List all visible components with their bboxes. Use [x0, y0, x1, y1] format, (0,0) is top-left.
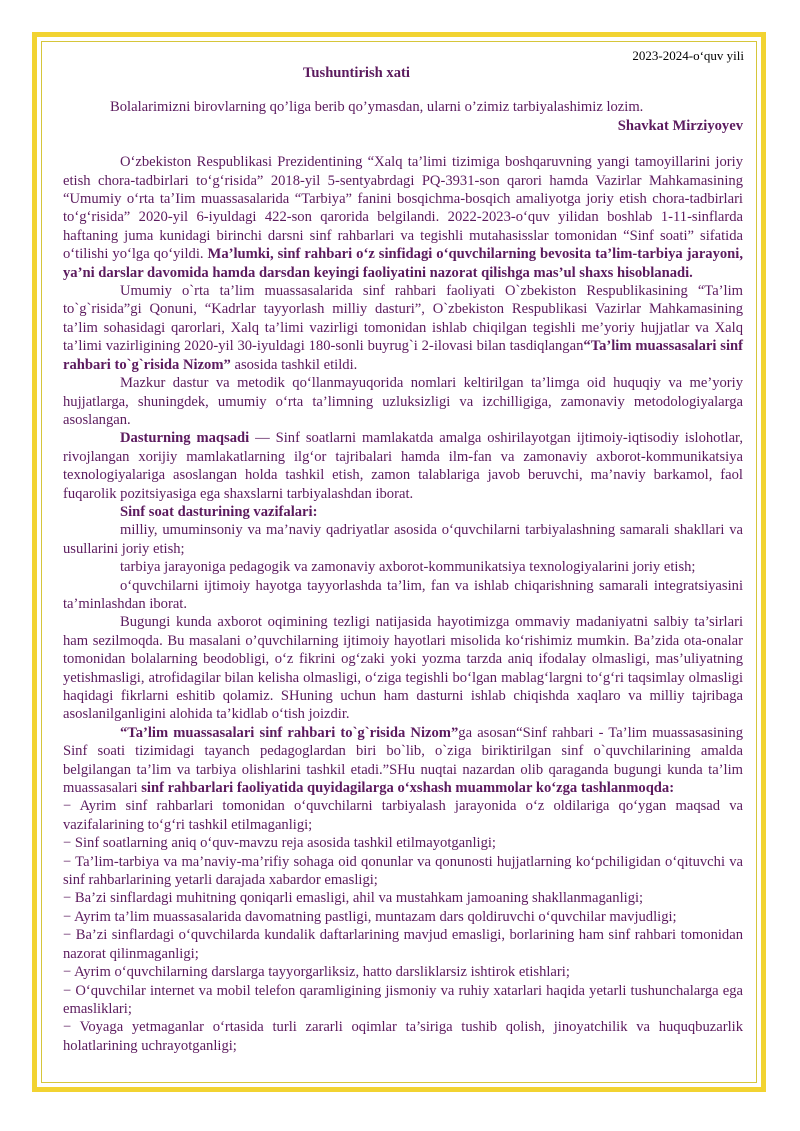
academic-year: 2023-2024-o‘quv yili: [632, 48, 744, 63]
epigraph-quote: Bolalarimizni birovlarning qo’liga berib qo’ymasdan, ularni o’zimiz tarbiyalashimiz lozim.: [110, 99, 644, 116]
document-title: Tushuntirish xati: [303, 65, 410, 81]
paragraph-problems-text: ga asosan“Sinf rahbari - Ta’lim muassasasining Sinf soati tizimidagi tayanch pedagoglardan biri bo`lib, o`ziga biriktirilgan sinf o`quvchilarining amalda belgilangan ta’lim va tarbiya olishlarini tashkil etadi.”SHu nuqtai nazardan olib qaraganda bugungi kunda ta’lim muassasalari: [63, 724, 743, 797]
task-item: tarbiya jarayoniga pedagogik va zamonaviy axborot-kommunikatsiya texnologiyalarini joriy etish;: [120, 559, 696, 576]
problem-item: − Ba’zi sinflardagi muhitning qoniqarli emasligi, ahil va mustahkam jamoaning shakllanmaganligi;: [63, 890, 644, 907]
paragraph-legal-basis-bold: “Ta’lim muassasalari sinf rahbari to`g`risida Nizom”: [63, 338, 743, 373]
problem-item: − O‘quvchilar internet va mobil telefon qaramligining jismoniy va ruhiy xatarlari haqida yetarli tushunchalarga ega emasliklari;: [63, 982, 743, 1017]
problem-item: − Ayrim o‘quvchilarning darslarga tayyorgarliksiz, hatto darsliklarsiz ishtirok etishlari;: [63, 964, 570, 981]
document-body: [63, 44, 743, 1055]
paragraph-intro: [63, 153, 743, 282]
paragraph-legal-basis-tail: asosida tashkil etildi.: [230, 356, 358, 373]
paragraph-methodology: Mazkur dastur va metodik qo‘llanmayuqorida nomlari keltirilgan ta’limga oid huquqiy va me’yoriy hujjatlarga, shuningdek, umumiy o‘rta ta’limning uzluksizligi va izchilligiga, zamonaviy metodologiyalarga asoslangan.: [63, 375, 743, 428]
paragraph-context: Bugungi kunda axborot oqimining tezligi natijasida hayotimizga ommaviy madaniyatni salbiy ta’sirlari ham sezilmoqda. Bu masalani o’quvchilarning ijtimoiy hayotlari misolida ko‘rishimiz mumkin. Ba’zida ota-onalar tomonidan bolalarning beodobligi, o‘z fikrini og‘zaki yoki yozma tarzda aniq ifodalay olmasligi, mas’uliyatning yetishmasligi, atrofidagilar bilan kelisha olmasligi, o‘ziga tegishli bo‘lgan mablag‘largni to‘g‘ri taqsimlay olmasligi haqidagi fikrlarni eshitib qolamiz. SHuning uchun ham dasturni ishlab chiqishda xaqlaro va milliy tajribaga asoslanilganligini alohida ta’kidlab o‘tish joizdir.: [63, 614, 743, 723]
problem-item: − Ba’zi sinflardagi o‘quvchilarda kundalik daftarlarining mavjud emasligi, borlarining ham sinf rahbari tomonidan nazorat qilinmaganligi;: [63, 927, 743, 962]
paragraph-goal: [63, 429, 743, 503]
paragraph-legal-basis: [63, 282, 743, 374]
problem-item: − Voyaga yetmaganlar o‘rtasida turli zararli oqimlar ta’siriga tushib qolish, jinoyatchilik va huquqbuzarlik holatlarining uchrayotganligi;: [63, 1019, 743, 1054]
tasks-heading: Sinf soat dasturining vazifalari:: [120, 503, 318, 520]
goal-heading: Dasturning maqsadi: [120, 430, 250, 447]
regulation-name: “Ta’lim muassasalari sinf rahbari to`g`risida Nizom”: [120, 724, 459, 741]
problem-item: − Ta’lim-tarbiya va ma’naviy-ma’rifiy sohaga oid qonunlar va qonunosti hujjatlarning ko‘pchiligidan o‘qituvchi va sinf rahbarlarining yetarli darajada xabardor emasligi;: [63, 853, 743, 889]
paragraph-legal-basis-text: Umumiy o`rta ta’lim muassasalarida sinf rahbari faoliyati O`zbekiston Respublikasining “Ta’lim to`g`risida”gi Qonuni, “Kadrlar tayyorlash milliy dasturi”, O`zbekiston Respublikasi Vazirlar Mahkamasining ta’lim sohasidagi qarorlari, Xalq ta’limi vazirligi tomonidan ishlab chiqilgan tegishli me’yoriy hujjatlar va Xalq ta’limi vazirligining 2020-yil 30-iyuldagi 180-sonli buyrug`i 2-ilovasi bilan tasdiqlangan: [63, 283, 743, 355]
goal-text: — Sinf soatlarni mamlakatda amalga oshirilayotgan ijtimoiy-iqtisodiy islohotlar, rivojlangan xorijiy mamlakatlarning ilg‘or tajribalari hamda ilm-fan va zamonaviy axborot-kommunikatsiya texnologiyalariga asoslangan holda tashkil etish, zamon talablariga javob beruvchi, ma’naviy barkamol, faol fuqarolik pozitsiyasiga ega shaxslarni tarbiyalashdan iborat.: [63, 430, 743, 502]
problem-item: − Ayrim ta’lim muassasalarida davomatning pastligi, muntazam dars qoldiruvchi o‘quvchilar mavjudligi;: [63, 908, 677, 925]
paragraph-intro-bold: Ma’lumki, sinf rahbari o‘z sinfidagi o‘quvchilarning bevosita ta’lim-tarbiya jarayoni, ya’ni darslar davomida hamda darsdan keyingi faoliyatini nazorat qilishga mas’ul shaxs hisoblanadi.: [63, 246, 744, 281]
paragraph-intro-text: O‘zbekiston Respublikasi Prezidentining “Xalq ta’limi tizimiga boshqaruvning yangi tamoyillarini joriy etish chora-tadbirlari to‘g‘risida” 2018-yil 5-sentyabrdagi PQ-3931-son qarori hamda Vazirlar Mahkamasining “Umumiy o‘rta taʼIim muassasalarida “Tarbiya” fanini bosqichma-bosqich amaliyotga joriy etish chora-tadbirlari to‘g‘risida” 2020-yil 6-iyuldagi 422-son qarorida belgilandi. 2022-2023-o‘quv yilidan boshlab 1-11-sinflarda haftaning juma kunidagi birinchi darsni sinf rahbarlari va tegishli mutahasisslar tomonidan “Sinf soati” sifatida o‘tilishi yo‘lga qo‘yildi.: [63, 154, 743, 263]
task-item: milliy, umuminsoniy va ma’naviy qadriyatlar asosida o‘quvchilarni tarbiyalashning samarali shakllari va usullarini joriy etish;: [63, 522, 743, 557]
problem-item: − Sinf soatlarning aniq o‘quv-mavzu reja asosida tashkil etilmayotganligi;: [63, 835, 496, 852]
epigraph-author: Shavkat Mirziyoyev: [617, 117, 743, 134]
paragraph-problems-intro: [63, 724, 743, 798]
task-item: o‘quvchilarni ijtimoiy hayotga tayyorlashda ta’lim, fan va ishlab chiqarishning samarali integratsiyasini ta’minlashdan iborat.: [63, 577, 743, 612]
problem-item: − Ayrim sinf rahbarlari tomonidan o‘quvchilarni tarbiyalash jarayonida o‘z oldilariga qo‘ygan maqsad va vazifalarining to‘g‘ri tashkil etilmaganligi;: [63, 798, 743, 833]
problems-heading: sinf rahbarlari faoliyatida quyidagilarga o‘xshash muammolar ko‘zga tashlanmoqda:: [141, 780, 675, 797]
